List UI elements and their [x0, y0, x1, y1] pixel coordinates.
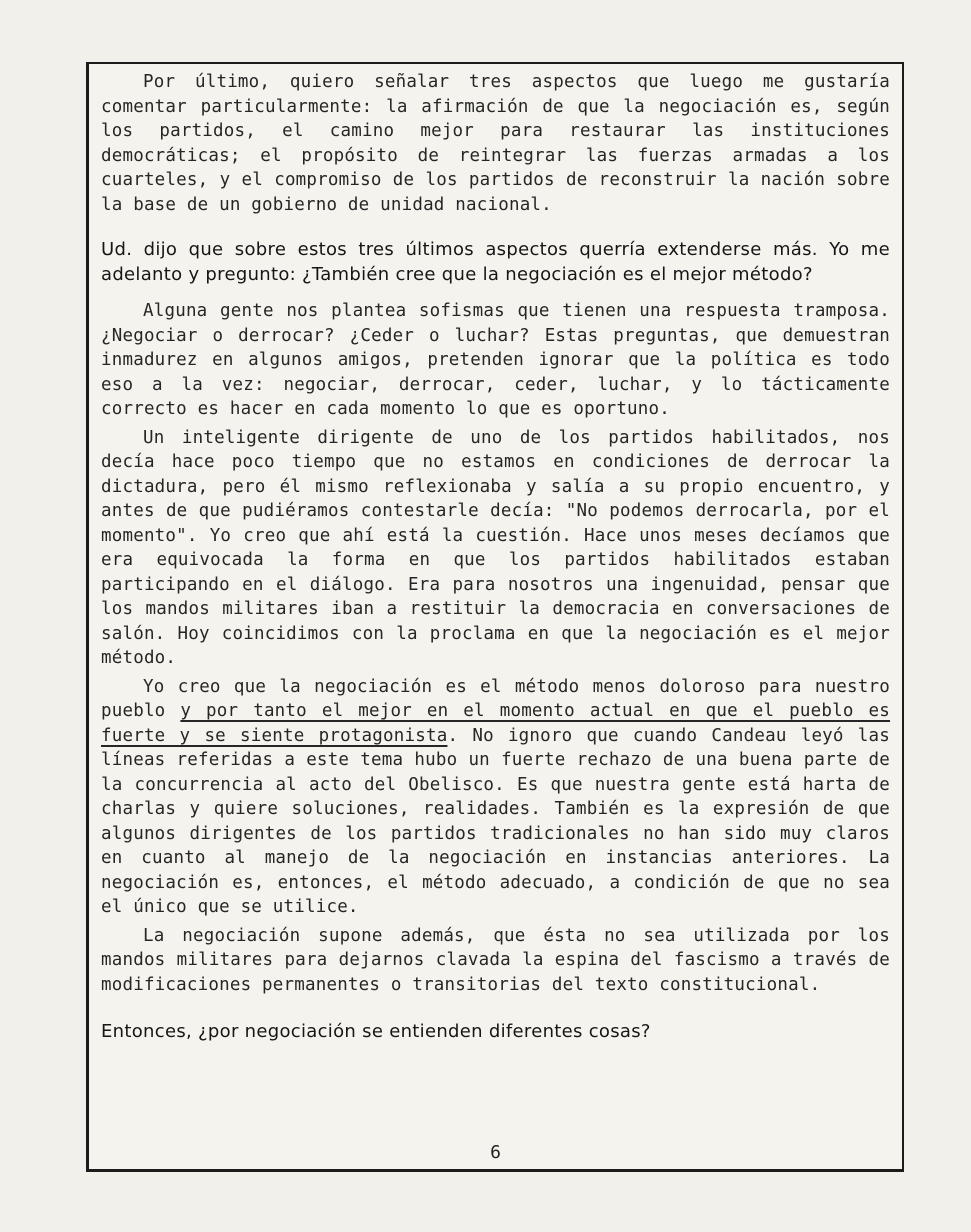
paragraph-5: La negociación supone además, que ésta no sea utilizada por los mandos militares para dejarnos clavada la espina del fascismo a través de modificaciones permanentes o transitorias del texto constitucional.: [101, 925, 890, 995]
question-1: Ud. dijo que sobre estos tres últimos aspectos querría extenderse más. Yo me adelanto y pregunto: ¿También cree que la negociación es el mejor método?: [101, 239, 890, 285]
interview-text: [101, 64, 890, 1044]
paragraph-4-end: . No ignoro que cuando Candeau leyó las líneas referidas a este tema hubo un fuerte rechazo de una buena parte de la concurrencia al acto del Obelisco. Es que nuestra gente está harta de charlas y quiere soluciones, realidades. También es la expresión de que algunos dirigentes de los partidos tradicionales no han sido muy claros en cuanto al manejo de la negociación en instancias anteriores. La negociación es, entonces, el método adecuado, a condición de que no sea el único que se utilice.: [101, 725, 891, 917]
paragraph-3: Un inteligente dirigente de uno de los partidos habilitados, nos decía hace poco tiempo que no estamos en condiciones de derrocar la dictadura, pero él mismo reflexionaba y salía a su propio encuentro, y antes de que pudiéramos contestarle decía: "No podemos derrocarla, por el momento". Yo creo que ahí está la cuestión. Hace unos meses decíamos que era equivocada la forma en que los partidos habilitados estaban participando en el diálogo. Era para nosotros una ingenuidad, pensar que los mandos militares iban a restituir la democracia en conversaciones de salón. Hoy coincidimos con la proclama en que la negociación es el mejor método.: [101, 427, 890, 668]
page-number: 6: [490, 1142, 501, 1163]
paragraph-4: [101, 675, 890, 920]
underlined-phrase: y por tanto el mejor en el momento actual en que el pueblo es fuerte y se siente protagonista: [101, 701, 891, 746]
question-2: Entonces, ¿por negociación se entienden diferentes cosas?: [101, 1021, 651, 1042]
paragraph-4-start: Yo creo que la negociación es el método menos doloroso para nuestro pueblo: [101, 676, 890, 721]
page-frame: [86, 62, 904, 1172]
paragraph-1: Por último, quiero señalar tres aspectos que luego me gustaría comentar particularmente: la afirmación de que la negociación es, según los partidos, el camino mejor para restaurar las instituciones democráticas; el propósito de reintegrar las fuerzas armadas a los cuarteles, y el compromiso de los partidos de reconstruir la nación sobre la base de un gobierno de unidad nacional.: [101, 72, 890, 215]
paragraph-2: Alguna gente nos plantea sofismas que tienen una respuesta tramposa. ¿Negociar o derrocar? ¿Ceder o luchar? Estas preguntas, que demuestran inmadurez en algunos amigos, pretenden ignorar que la política es todo eso a la vez: negociar, derrocar, ceder, luchar, y lo tácticamente correcto es hacer en cada momento lo que es oportuno.: [101, 301, 890, 419]
